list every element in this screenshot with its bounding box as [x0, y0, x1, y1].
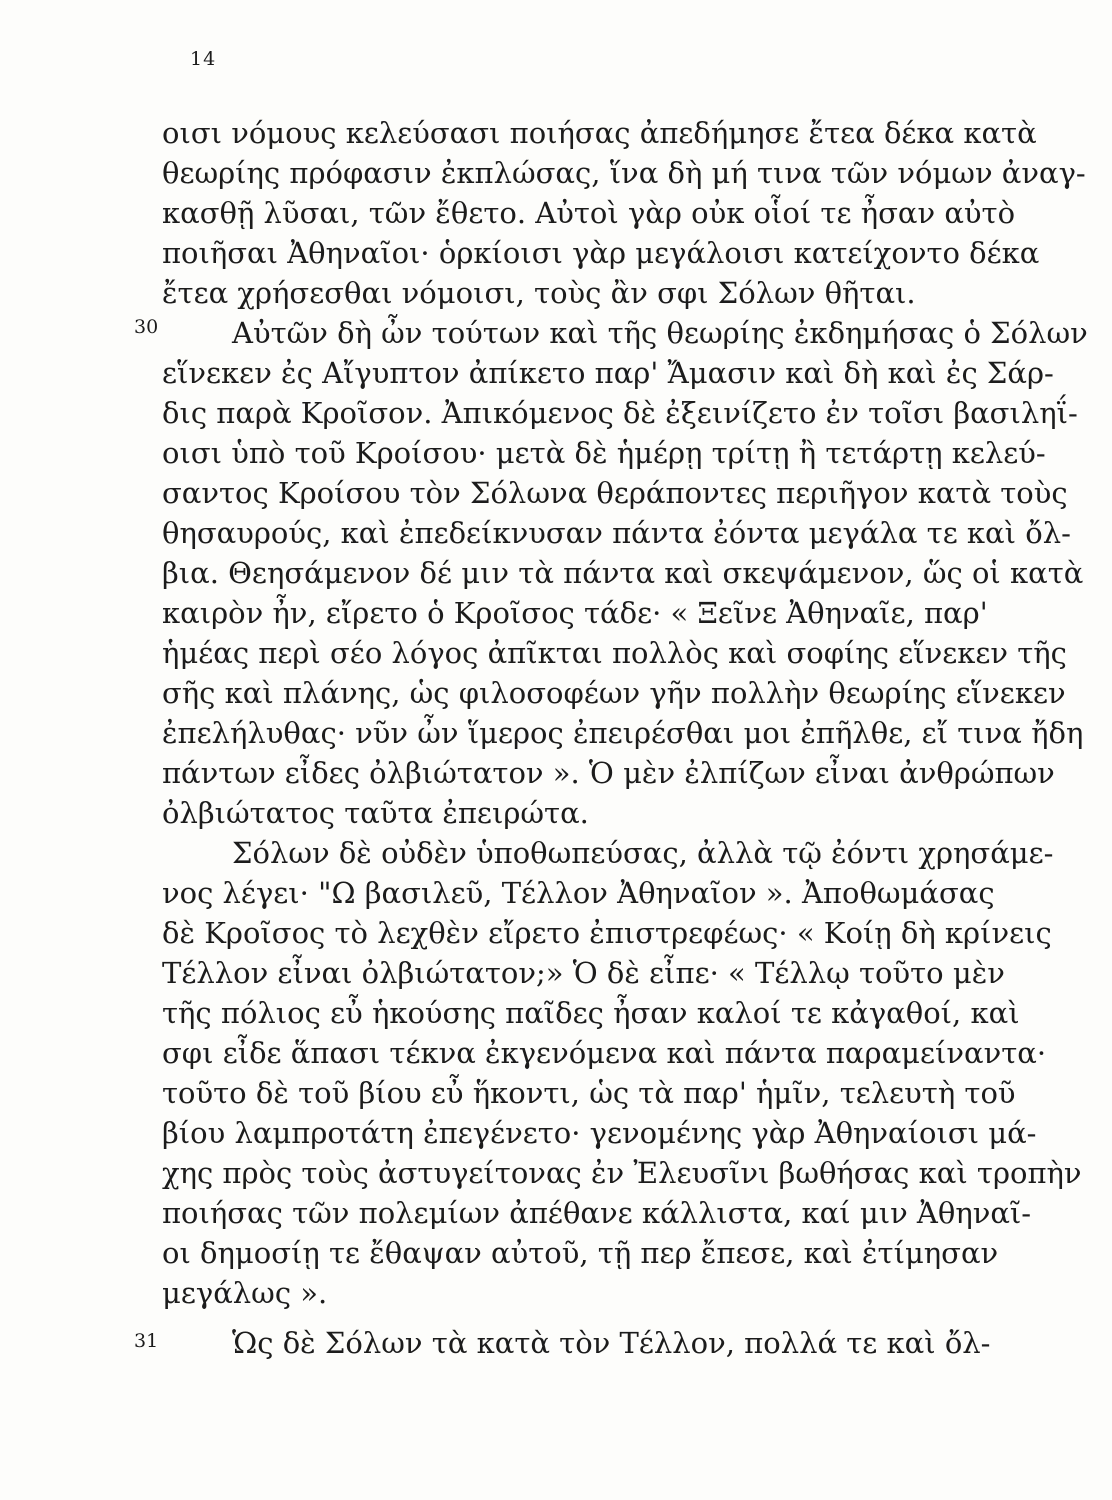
text-line: Αὐτῶν δὴ ὦν τούτων καὶ τῆς θεωρίης ἐκδημήσας ὁ Σόλων [232, 316, 1088, 350]
text-line: τοῦτο δὲ τοῦ βίου εὖ ἥκοντι, ὡς τὰ παρ' ἡμῖν, τελευτὴ τοῦ [162, 1076, 1016, 1110]
text-line: ἡμέας περὶ σέο λόγος ἀπῖκται πολλὸς καὶ σοφίης εἵνεκεν τῆς [162, 636, 1067, 670]
text-line: πάντων εἶδες ὀλβιώτατον ». Ὁ μὲν ἐλπίζων εἶναι ἀνθρώπων [162, 756, 1055, 790]
text-line: ἐπελήλυθας· νῦν ὦν ἵμερος ἐπειρέσθαι μοι ἐπῆλθε, εἴ τινα ἤδη [162, 716, 1084, 750]
text-line: δὲ Κροῖσος τὸ λεχθὲν εἴρετο ἐπιστρεφέως· « Κοίῃ δὴ κρίνεις [162, 916, 1052, 950]
text-line: σαντος Κροίσου τὸν Σόλωνα θεράποντες περιῆγον κατὰ τοὺς [162, 476, 1068, 510]
text-line: καιρὸν ἦν, εἴρετο ὁ Κροῖσος τάδε· « Ξεῖνε Ἀθηναῖε, παρ' [162, 596, 988, 630]
text-line: θεωρίης πρόφασιν ἐκπλώσας, ἵνα δὴ μή τινα τῶν νόμων ἀναγ- [162, 156, 1086, 190]
text-line: ποιῆσαι Ἀθηναῖοι· ὁρκίοισι γὰρ μεγάλοισι κατείχοντο δέκα [162, 236, 1040, 270]
text-line: δις παρὰ Κροῖσον. Ἀπικόμενος δὲ ἐξεινίζετο ἐν τοῖσι βασιληΐ- [162, 396, 1078, 430]
text-line: νος λέγει· "Ω βασιλεῦ, Τέλλον Ἀθηναῖον ». Ἀποθωμάσας [162, 876, 995, 910]
text-line: βίου λαμπροτάτη ἐπεγένετο· γενομένης γὰρ Ἀθηναίοισι μά- [162, 1116, 1037, 1150]
section-number-30: 30 [134, 316, 159, 338]
text-line: Τέλλον εἶναι ὀλβιώτατον;» Ὁ δὲ εἶπε· « Τέλλῳ τοῦτο μὲν [162, 956, 1005, 990]
text-line: Ὡς δὲ Σόλων τὰ κατὰ τὸν Τέλλον, πολλά τε καὶ ὄλ- [232, 1326, 991, 1360]
text-line: ποιήσας τῶν πολεμίων ἀπέθανε κάλλιστα, καί μιν Ἀθηναῖ- [162, 1196, 1032, 1230]
text-line: βια. Θεησάμενον δέ μιν τὰ πάντα καὶ σκεψάμενον, ὥς οἱ κατὰ [162, 556, 1084, 590]
text-line: τῆς πόλιος εὖ ἡκούσης παῖδες ἦσαν καλοί τε κἀγαθοί, καὶ [162, 996, 1020, 1030]
text-line: σῆς καὶ πλάνης, ὡς φιλοσοφέων γῆν πολλὴν θεωρίης εἵνεκεν [162, 676, 1066, 710]
text-line: οισι ὑπὸ τοῦ Κροίσου· μετὰ δὲ ἡμέρῃ τρίτῃ ἢ τετάρτῃ κελεύ- [162, 436, 1046, 470]
text-line: οισι νόμους κελεύσασι ποιήσας ἀπεδήμησε ἔτεα δέκα κατὰ [162, 116, 1037, 150]
section-number-31: 31 [134, 1330, 159, 1352]
page-number: 14 [190, 48, 217, 70]
text-line: ὀλβιώτατος ταῦτα ἐπειρώτα. [162, 796, 589, 830]
text-line: ἔτεα χρήσεσθαι νόμοισι, τοὺς ἂν σφι Σόλων θῆται. [162, 276, 916, 310]
text-line: θησαυρούς, καὶ ἐπεδείκνυσαν πάντα ἐόντα μεγάλα τε καὶ ὄλ- [162, 516, 1071, 550]
text-line: κασθῇ λῦσαι, τῶν ἔθετο. Αὐτοὶ γὰρ οὐκ οἷοί τε ἦσαν αὐτὸ [162, 196, 1016, 230]
text-line: σφι εἶδε ἅπασι τέκνα ἐκγενόμενα καὶ πάντα παραμείναντα· [162, 1036, 1047, 1070]
text-line: μεγάλως ». [162, 1276, 328, 1310]
text-line: εἵνεκεν ἐς Αἴγυπτον ἀπίκετο παρ' Ἄμασιν καὶ δὴ καὶ ἐς Σάρ- [162, 356, 1054, 390]
text-line: χης πρὸς τοὺς ἀστυγείτονας ἐν Ἐλευσῖνι βωθήσας καὶ τροπὴν [162, 1156, 1082, 1190]
text-line: οι δημοσίῃ τε ἔθαψαν αὐτοῦ, τῇ περ ἔπεσε, καὶ ἐτίμησαν [162, 1236, 999, 1270]
text-line: Σόλων δὲ οὐδὲν ὑποθωπεύσας, ἀλλὰ τῷ ἐόντι χρησάμε- [232, 836, 1054, 870]
